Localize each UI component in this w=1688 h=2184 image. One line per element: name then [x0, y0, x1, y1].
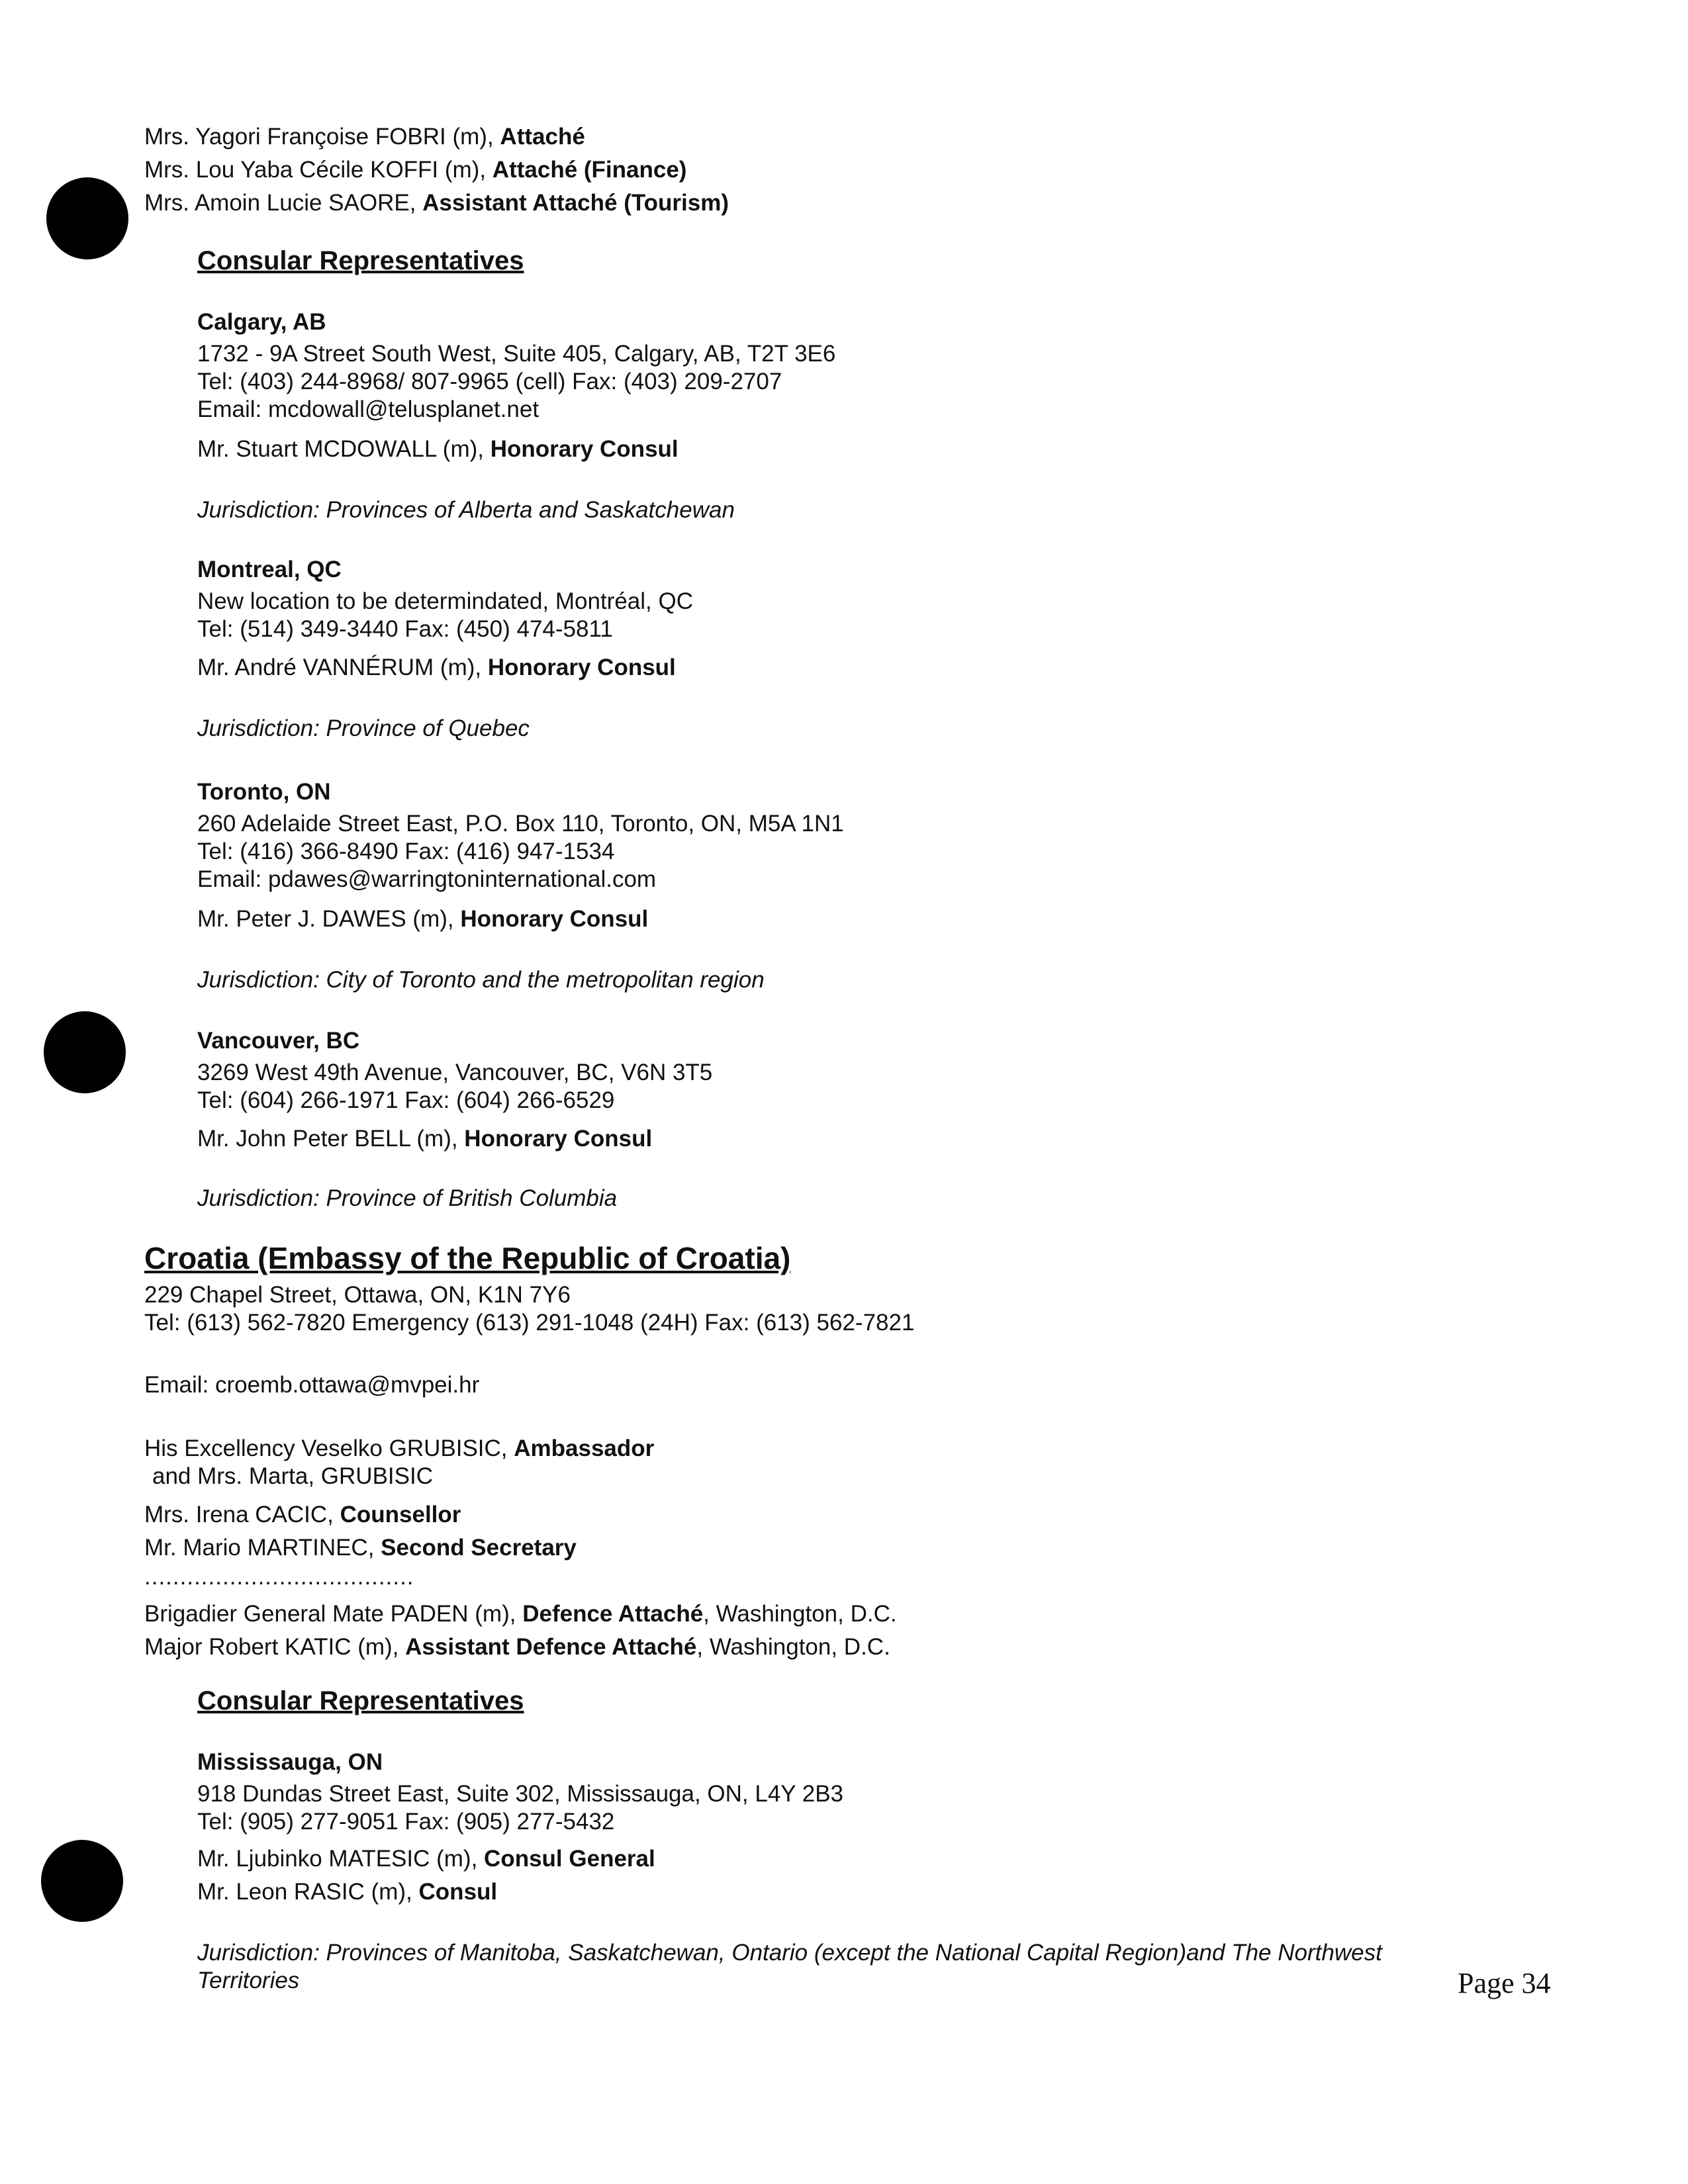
staff-name: Mrs. Yagori Françoise FOBRI (m),	[144, 124, 500, 150]
consulate-city: Toronto, ON	[197, 779, 331, 805]
consulate-city: Mississauga, ON	[197, 1749, 383, 1775]
consulate-email: Email: pdawes@warringtoninternational.com	[197, 866, 657, 892]
consulate-address: 3269 West 49th Avenue, Vancouver, BC, V6N 3T5	[197, 1060, 713, 1085]
jurisdiction: Jurisdiction: Province of Quebec	[197, 715, 530, 741]
consulate-city: Vancouver, BC	[197, 1028, 360, 1054]
consul-name: Mr. Peter J. DAWES (m),	[197, 906, 461, 932]
staff-line	[144, 1501, 461, 1529]
consulate-address: New location to be determindated, Montréal, QC	[197, 588, 693, 614]
staff-name: Mr. Mario MARTINEC,	[144, 1535, 381, 1561]
page-number: Page 34	[1458, 1967, 1551, 1999]
defence-line	[144, 1600, 897, 1628]
embassy-address: 229 Chapel Street, Ottawa, ON, K1N 7Y6	[144, 1282, 571, 1308]
defence-title: Defence Attaché	[522, 1601, 704, 1627]
consulate-phone: Tel: (905) 277-9051 Fax: (905) 277-5432	[197, 1809, 615, 1835]
consul-line	[197, 435, 679, 463]
embassy-email: Email: croemb.ottawa@mvpei.hr	[144, 1372, 480, 1398]
defence-name: Major Robert KATIC (m),	[144, 1634, 406, 1660]
consul-title: Honorary Consul	[460, 906, 649, 932]
consul-name: Mr. John Peter BELL (m),	[197, 1126, 465, 1152]
jurisdiction: Jurisdiction: City of Toronto and the metropolitan region	[197, 967, 765, 993]
consulate-address: 918 Dundas Street East, Suite 302, Mississauga, ON, L4Y 2B3	[197, 1781, 844, 1807]
consul-line	[197, 1125, 652, 1153]
staff-line	[144, 189, 729, 217]
consulate-phone: Tel: (604) 266-1971 Fax: (604) 266-6529	[197, 1087, 615, 1113]
separator-dots: ......................................	[144, 1564, 414, 1590]
consulate-address: 260 Adelaide Street East, P.O. Box 110, Toronto, ON, M5A 1N1	[197, 811, 844, 837]
defence-title: Assistant Defence Attaché	[405, 1634, 697, 1660]
punch-hole-middle	[44, 1011, 126, 1093]
ambassador-spouse: and Mrs. Marta, GRUBISIC	[152, 1463, 433, 1489]
consulate-city: Calgary, AB	[197, 309, 326, 335]
consul-name: Mr. Leon RASIC (m),	[197, 1879, 419, 1905]
consul-title: Consul	[418, 1879, 498, 1905]
ambassador-title: Ambassador	[514, 1435, 655, 1461]
staff-line	[144, 123, 585, 151]
consular-heading: Consular Representatives	[197, 1686, 524, 1715]
consul-title: Consul General	[484, 1846, 655, 1872]
jurisdiction: Jurisdiction: Provinces of Alberta and Saskatchewan	[197, 497, 735, 523]
country-heading: Croatia (Embassy of the Republic of Croatia)	[144, 1241, 791, 1275]
consulate-address: 1732 - 9A Street South West, Suite 405, Calgary, AB, T2T 3E6	[197, 341, 836, 367]
consul-name: Mr. Stuart MCDOWALL (m),	[197, 436, 491, 462]
ambassador-name: His Excellency Veselko GRUBISIC,	[144, 1435, 514, 1461]
consul-title: Honorary Consul	[490, 436, 679, 462]
consulate-email: Email: mcdowall@telusplanet.net	[197, 396, 539, 422]
punch-hole-top	[46, 177, 128, 259]
defence-location: , Washington, D.C.	[703, 1601, 897, 1627]
consul-title: Honorary Consul	[464, 1126, 653, 1152]
staff-name: Mrs. Irena CACIC,	[144, 1502, 340, 1527]
jurisdiction-continued: Territories	[197, 1968, 300, 1993]
staff-title: Assistant Attaché (Tourism)	[422, 190, 729, 216]
defence-line	[144, 1633, 890, 1661]
consul-name: Mr. Ljubinko MATESIC (m),	[197, 1846, 485, 1872]
defence-name: Brigadier General Mate PADEN (m),	[144, 1601, 523, 1627]
staff-line	[144, 1534, 577, 1562]
consulate-phone: Tel: (514) 349-3440 Fax: (450) 474-5811	[197, 616, 613, 642]
consul-line	[197, 1878, 497, 1906]
consulate-phone: Tel: (416) 366-8490 Fax: (416) 947-1534	[197, 839, 615, 864]
consul-line	[197, 1845, 655, 1873]
consulate-phone: Tel: (403) 244-8968/ 807-9965 (cell) Fax: (403) 209-2707	[197, 369, 782, 394]
staff-title: Attaché	[500, 124, 585, 150]
staff-name: Mrs. Amoin Lucie SAORE,	[144, 190, 423, 216]
consul-title: Honorary Consul	[487, 655, 676, 680]
embassy-phone: Tel: (613) 562-7820 Emergency (613) 291-1048 (24H) Fax: (613) 562-7821	[144, 1310, 915, 1336]
consul-line	[197, 654, 676, 682]
staff-title: Attaché (Finance)	[492, 157, 687, 183]
ambassador-line	[144, 1435, 654, 1463]
consular-heading: Consular Representatives	[197, 246, 524, 275]
staff-line	[144, 156, 686, 184]
jurisdiction: Jurisdiction: Provinces of Manitoba, Saskatchewan, Ontario (except the National Capital Region)and The Northwest	[197, 1940, 1382, 1966]
staff-name: Mrs. Lou Yaba Cécile KOFFI (m),	[144, 157, 492, 183]
consulate-city: Montreal, QC	[197, 557, 342, 582]
defence-location: , Washington, D.C.	[696, 1634, 890, 1660]
consul-line	[197, 905, 648, 933]
punch-hole-bottom	[41, 1840, 123, 1922]
jurisdiction: Jurisdiction: Province of British Columbia	[197, 1185, 618, 1211]
staff-title: Second Secretary	[381, 1535, 577, 1561]
staff-title: Counsellor	[340, 1502, 461, 1527]
consul-name: Mr. André VANNÉRUM (m),	[197, 655, 488, 680]
